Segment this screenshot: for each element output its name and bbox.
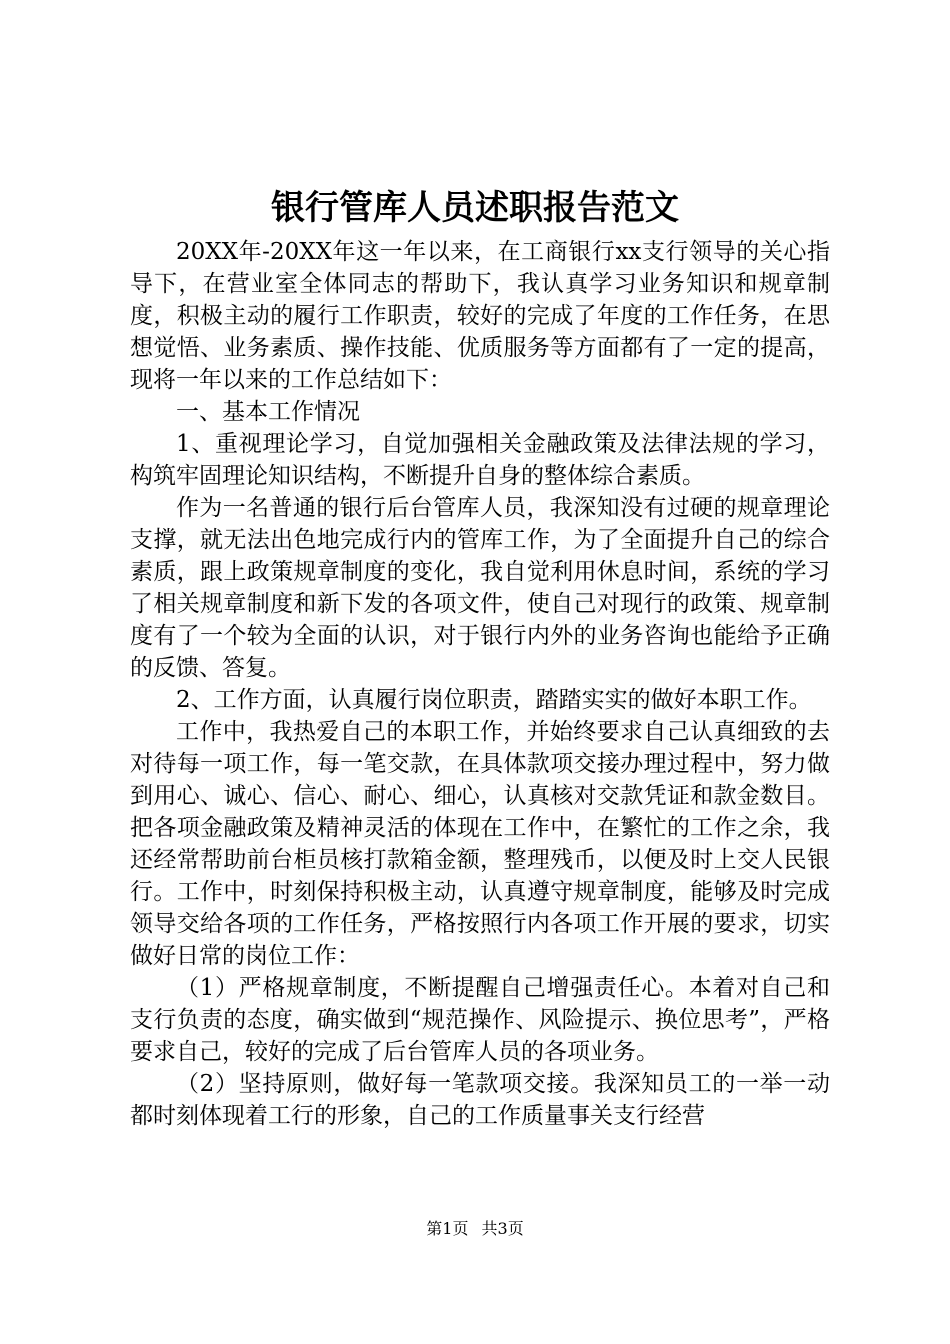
paragraph-item-1-detail: 作为一名普通的银行后台管库人员，我深知没有过硬的规章理论支撑，就无法出色地完成行内的管库工作，为了全面提升自己的综合素质，跟上政策规章制度的变化，我自觉利用休息时间，系统的学习了相关规章制度和新下发的各项文件，使自己对现行的政策、规章制度有了一个较为全面的认识，对于银行内外的业务咨询也能给予正确的反馈、答复。 — [130, 495, 830, 681]
document-body — [130, 236, 830, 1132]
paragraph-intro: 20XX年-20XX年这一年以来，在工商银行xx支行领导的关心指导下，在营业室全体同志的帮助下，我认真学习业务知识和规章制度，积极主动的履行工作职责，较好的完成了年度的工作任务，在思想觉悟、业务素质、操作技能、优质服务等方面都有了一定的提高，现将一年以来的工作总结如下： — [130, 239, 830, 393]
paragraph-subitem-1: （1）严格规章制度，不断提醒自己增强责任心。本着对自己和支行负责的态度，确实做到“规范操作、风险提示、换位思考”，严格要求自己，较好的完成了后台管库人员的各项业务。 — [130, 975, 830, 1065]
page-total: 共3页 — [481, 1219, 524, 1238]
paragraph-item-1: 1、重视理论学习，自觉加强相关金融政策及法律法规的学习，构筑牢固理论知识结构，不断提升自身的整体综合素质。 — [130, 431, 830, 489]
page-footer — [0, 1218, 950, 1240]
page-number: 第1页 — [426, 1219, 469, 1238]
document-title: 银行管库人员述职报告范文 — [271, 188, 679, 228]
paragraph-item-2: 2、工作方面，认真履行岗位职责，踏踏实实的做好本职工作。 — [176, 687, 812, 713]
section-heading-basic-work: 一、基本工作情况 — [176, 399, 360, 425]
paragraph-item-2-detail: 工作中，我热爱自己的本职工作，并始终要求自己认真细致的去对待每一项工作，每一笔交款，在具体款项交接办理过程中，努力做到用心、诚心、信心、耐心、细心，认真核对交款凭证和款金数目。把各项金融政策及精神灵活的体现在工作中，在繁忙的工作之余，我还经常帮助前台柜员核打款箱金额，整理残币，以便及时上交人民银行。工作中，时刻保持积极主动，认真遵守规章制度，能够及时完成领导交给各项的工作任务，严格按照行内各项工作开展的要求，切实做好日常的岗位工作： — [130, 719, 830, 969]
paragraph-subitem-2: （2）坚持原则，做好每一笔款项交接。我深知员工的一举一动都时刻体现着工行的形象，自己的工作质量事关支行经营 — [130, 1071, 830, 1129]
